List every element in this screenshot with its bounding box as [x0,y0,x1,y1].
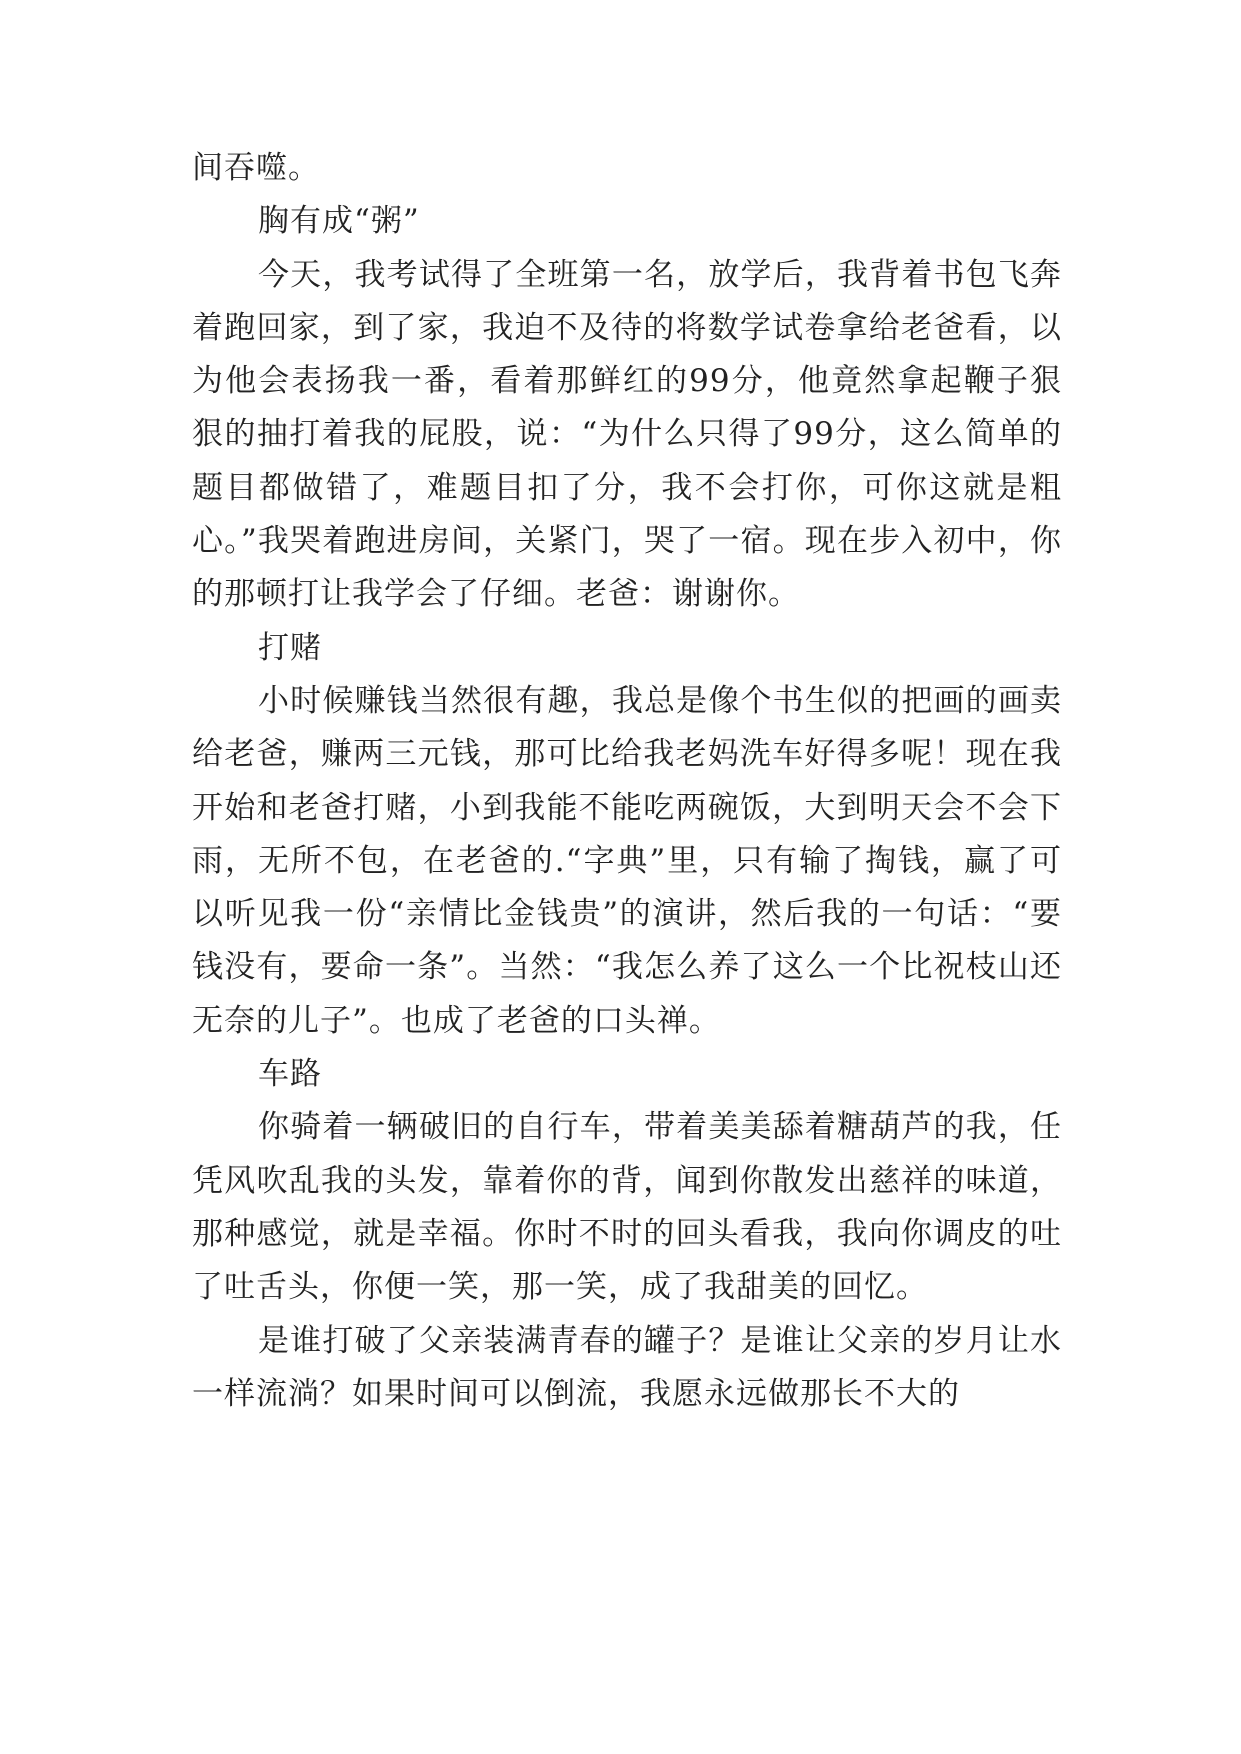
paragraph-continuation: 间吞噬。 [192,150,320,186]
paragraph-bike-story: 你骑着一辆破旧的自行车，带着美美舔着糖葫芦的我，任凭风吹乱我的头发，靠着你的背，闻到你散发出慈祥的味道，那种感觉，就是幸福。你时不时的回头看我，我向你调皮的吐了吐舌头，你便一笑，那一笑，成了我甜美的回忆。 [192,1109,1062,1306]
paragraph-closing: 是谁打破了父亲装满青春的罐子？是谁让父亲的岁月让水一样流淌？如果时间可以倒流，我愿永远做那长不大的 [192,1322,1062,1412]
section-heading-bike-road: 车路 [258,1056,322,1093]
section-heading-porridge: 胸有成“粥” [258,203,420,240]
paragraph-exam-story: 今天，我考试得了全班第一名，放学后，我背着书包飞奔着跑回家，到了家，我迫不及待的将数学试卷拿给老爸看，以为他会表扬我一番，看着那鲜红的99分，他竟然拿起鞭子狠狠的抽打着我的屁股，说：“为什么只得了99分，这么简单的题目都做错了，难题目扣了分，我不会打你，可你这就是粗心。”我哭着跑进房间，关紧门，哭了一宿。现在步入初中，你的那顿打让我学会了仔细。老爸：谢谢你。 [192,256,1062,613]
document-body [192,142,1062,1421]
section-heading-bet: 打赌 [258,629,322,666]
paragraph-bet-story: 小时候赚钱当然很有趣，我总是像个书生似的把画的画卖给老爸，赚两三元钱，那可比给我老妈洗车好得多呢！现在我开始和老爸打赌，小到我能不能吃两碗饭，大到明天会不会下雨，无所不包，在老爸的.“字典”里，只有输了掏钱，赢了可以听见我一份“亲情比金钱贵”的演讲，然后我的一句话：“要钱没有，要命一条”。当然：“我怎么养了这么一个比祝枝山还无奈的儿子”。也成了老爸的口头禅。 [192,682,1062,1039]
